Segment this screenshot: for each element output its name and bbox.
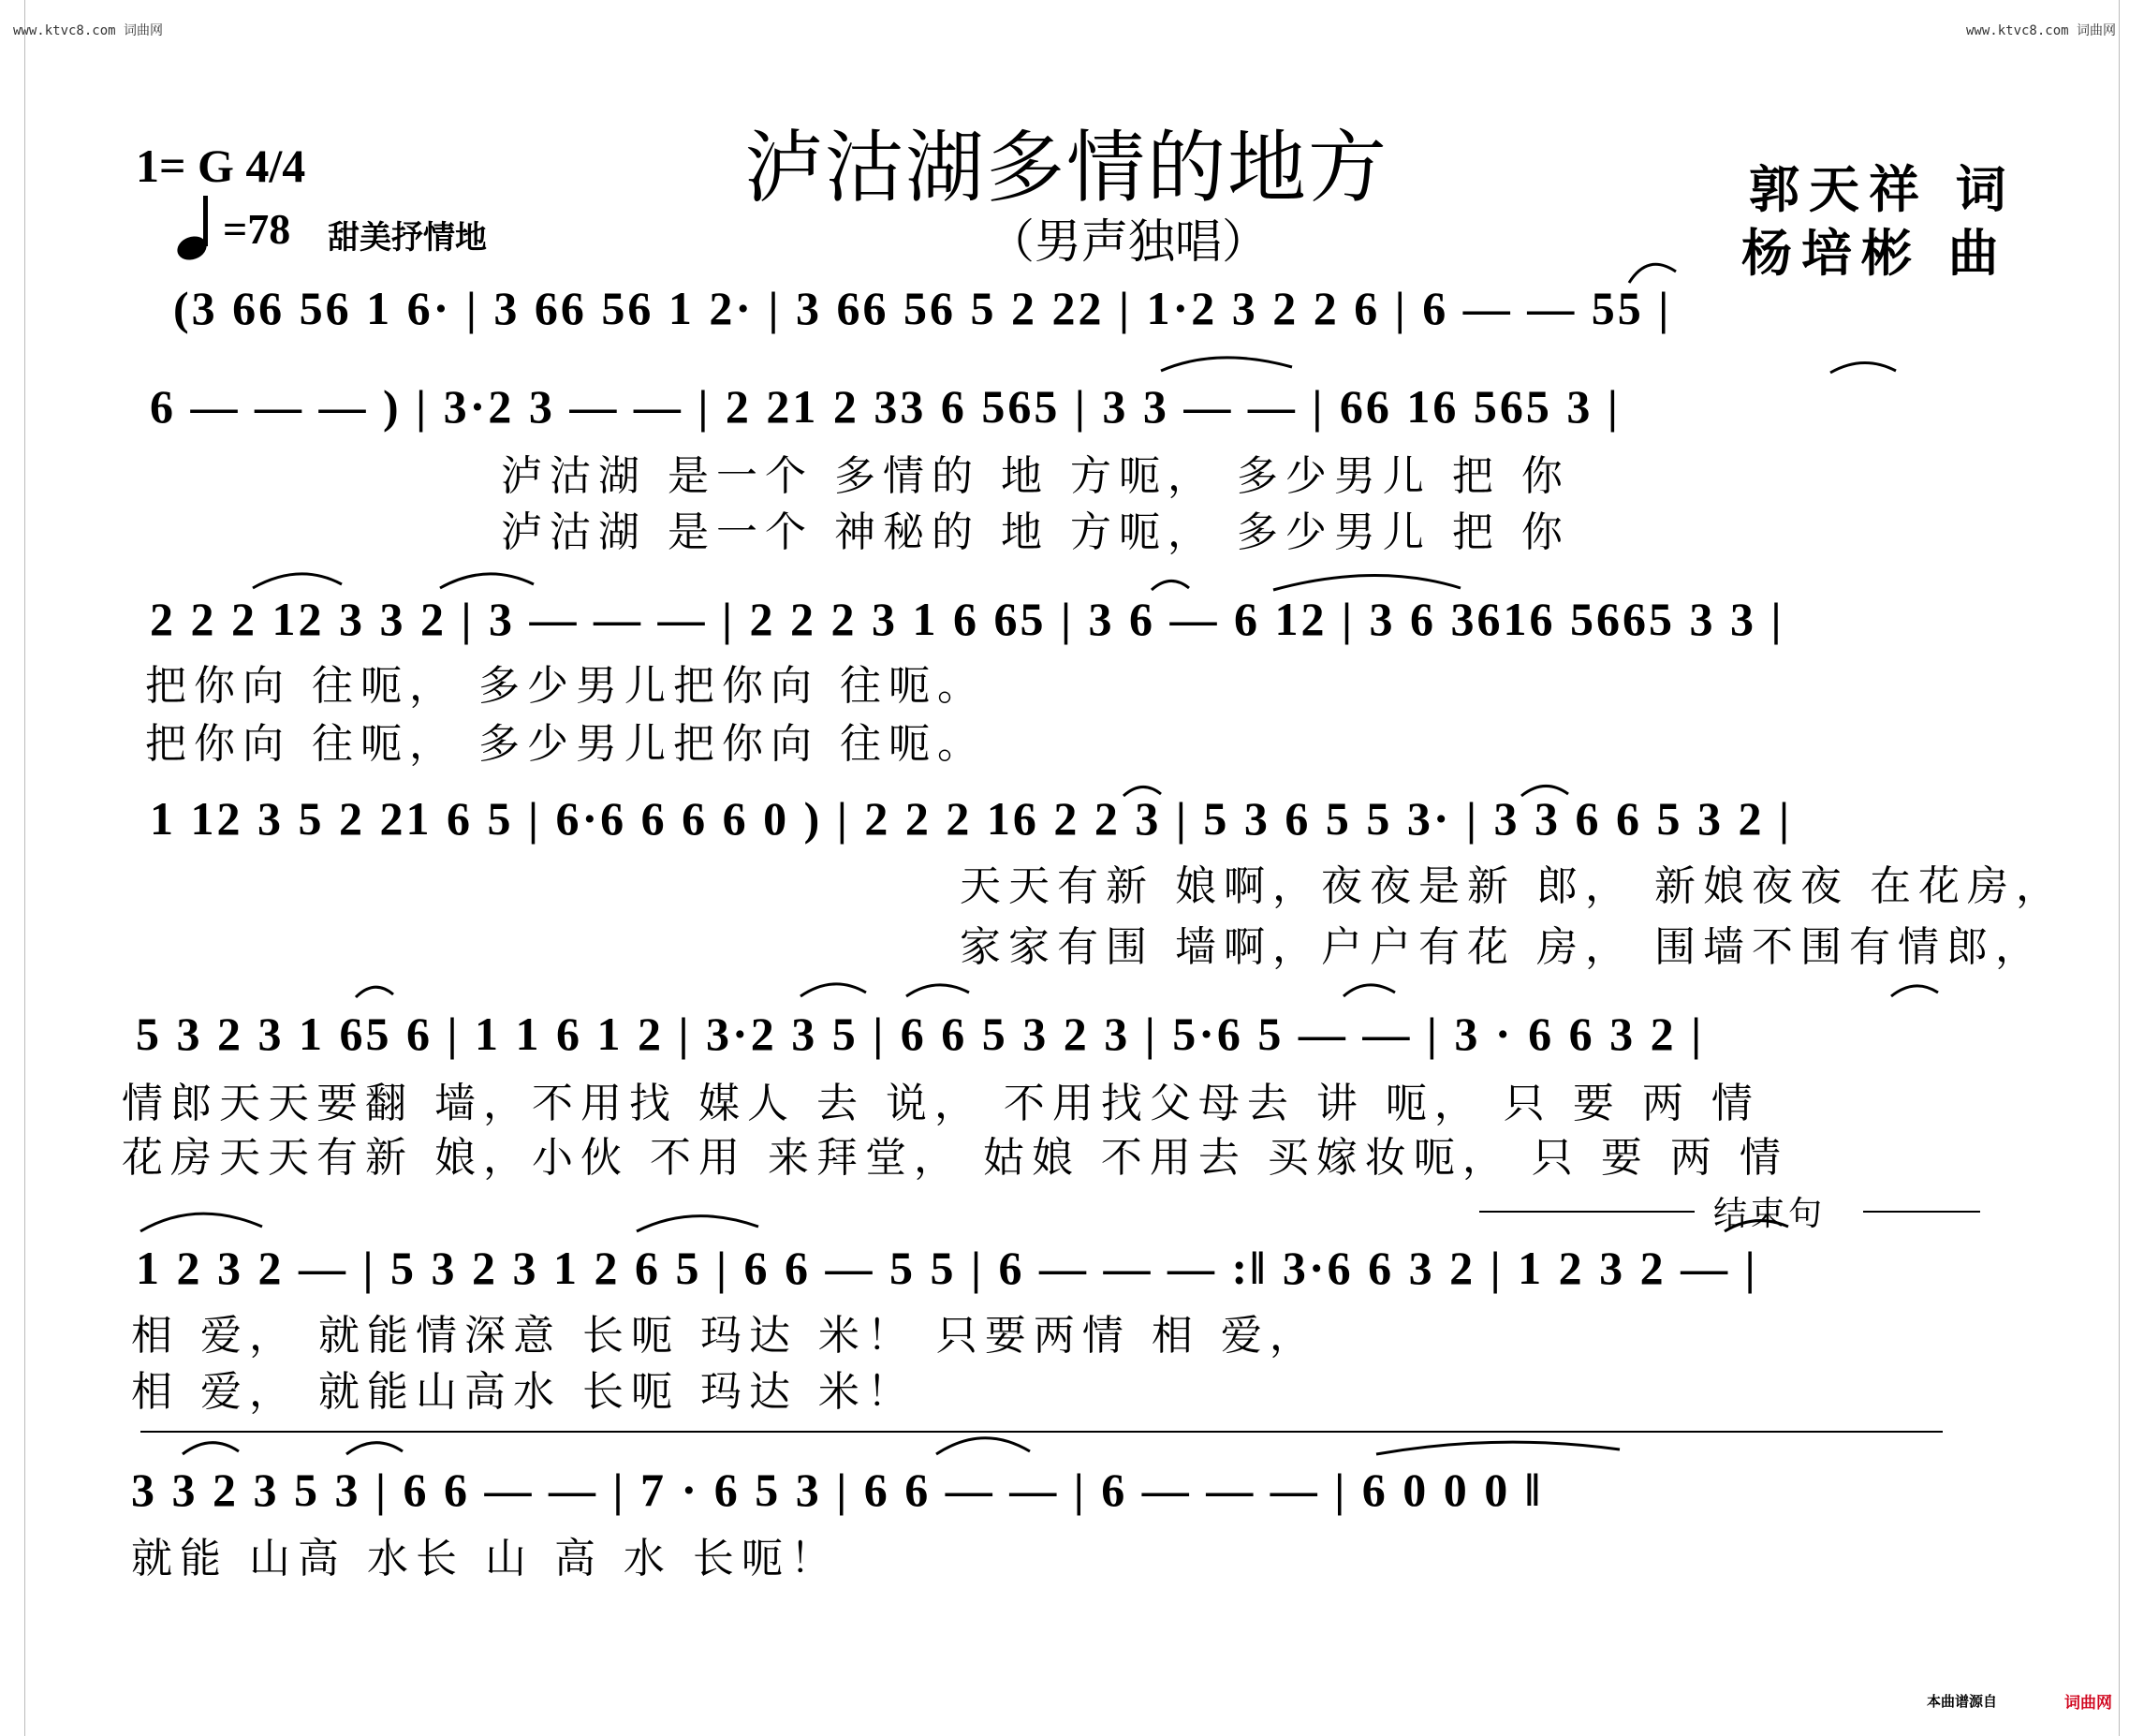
- score-system-1-notes: (3 66 56 1 6· | 3 66 56 1 2· | 3 66 56 5 2 22 | 1·2 3 2 2 6 | 6 — — 55 |: [173, 282, 1672, 334]
- score-system-4-lyric-verse-1: 天天有新 娘啊，夜夜是新 郎， 新娘夜夜 在花房，: [960, 862, 2064, 910]
- score-system-5-lyric-verse-2: 花房天天有新 娘，小伙 不用 来拜堂， 姑娘 不用去 买嫁妆呃， 只 要 两 情: [122, 1134, 1788, 1182]
- score-system-6-notes: 1 2 3 2 — | 5 3 2 3 1 2 6 5 | 6 6 — 5 5 | 6 — — — :‖ 3·6 6 3 2 | 1 2 3 2 — |: [136, 1242, 1758, 1294]
- composer-credit: 杨培彬 曲: [1741, 224, 2008, 283]
- score-system-3-lyric-verse-1: 把你向 往呃， 多少男儿把你向 往呃。: [145, 662, 986, 710]
- lyricist-credit: 郭天祥 词: [1749, 160, 2016, 219]
- score-system-4-lyric-verse-2: 家家有围 墙啊，户户有花 房， 围墙不围有情郎，: [960, 923, 2044, 971]
- score-system-4-notes: 1 12 3 5 2 21 6 5 | 6·6 6 6 6 0 ) | 2 2 2 16 2 2 3 | 5 3 6 5 5 3· | 3 3 6 6 5 3 2 |: [150, 792, 1793, 845]
- footer-source-note: 本曲谱源自: [1927, 1693, 1998, 1710]
- score-system-5-notes: 5 3 2 3 1 65 6 | 1 1 6 1 2 | 3·2 3 5 | 6 6 5 3 2 3 | 5·6 5 — — | 3 · 6 6 3 2 |: [136, 1008, 1705, 1060]
- watermark-top-left: www.ktvc8.com 词曲网: [13, 23, 164, 38]
- song-title: 泸沽湖多情的地方: [744, 122, 1389, 213]
- score-system-2-lyric-verse-2: 泸沽湖 是一个 神秘的 地 方呃， 多少男儿 把 你: [501, 508, 1570, 556]
- score-system-3-lyric-verse-2: 把你向 往呃， 多少男儿把你向 往呃。: [145, 720, 986, 768]
- score-system-5-lyric-verse-1: 情郎天天要翻 墙，不用找 媒人 去 说， 不用找父母去 讲 呃， 只 要 两 情: [122, 1080, 1760, 1127]
- ending-label: 结束句: [1713, 1195, 1827, 1233]
- score-system-6-lyric-verse-1: 相 爱， 就能情深意 长呃 玛达 米！ 只要两情 相 爱，: [131, 1312, 1318, 1360]
- score-system-2-notes: 6 — — — ) | 3·2 3 — — | 2 21 2 33 6 565 | 3 3 — — | 66 16 565 3 |: [150, 380, 1621, 433]
- score-system-3-notes: 2 2 2 12 3 3 2 | 3 — — — | 2 2 2 3 1 6 65 | 3 6 — 6 12 | 3 6 3616 5665 3 3 |: [150, 593, 1784, 645]
- tempo-mark: =78: [223, 205, 291, 253]
- score-system-7-lyric-verse-1: 就能 山高 水长 山 高 水 长呃！: [131, 1535, 839, 1582]
- tempo-text: 甜美抒情地: [328, 219, 487, 257]
- watermark-top-right: www.ktvc8.com 词曲网: [1966, 23, 2117, 38]
- score-system-6-lyric-verse-2: 相 爱， 就能山高水 长呃 玛达 米！: [131, 1368, 916, 1416]
- score-system-7-notes: 3 3 2 3 5 3 | 6 6 — — | 7 · 6 5 3 | 6 6 — — | 6 — — — | 6 0 0 0 ‖: [131, 1464, 1543, 1516]
- song-subtitle: （男声独唱）: [988, 214, 1269, 269]
- score-system-2-lyric-verse-1: 泸沽湖 是一个 多情的 地 方呃， 多少男儿 把 你: [501, 452, 1570, 500]
- key-signature: 1= G 4/4: [136, 140, 306, 192]
- footer-brand: 词曲网: [2064, 1694, 2112, 1713]
